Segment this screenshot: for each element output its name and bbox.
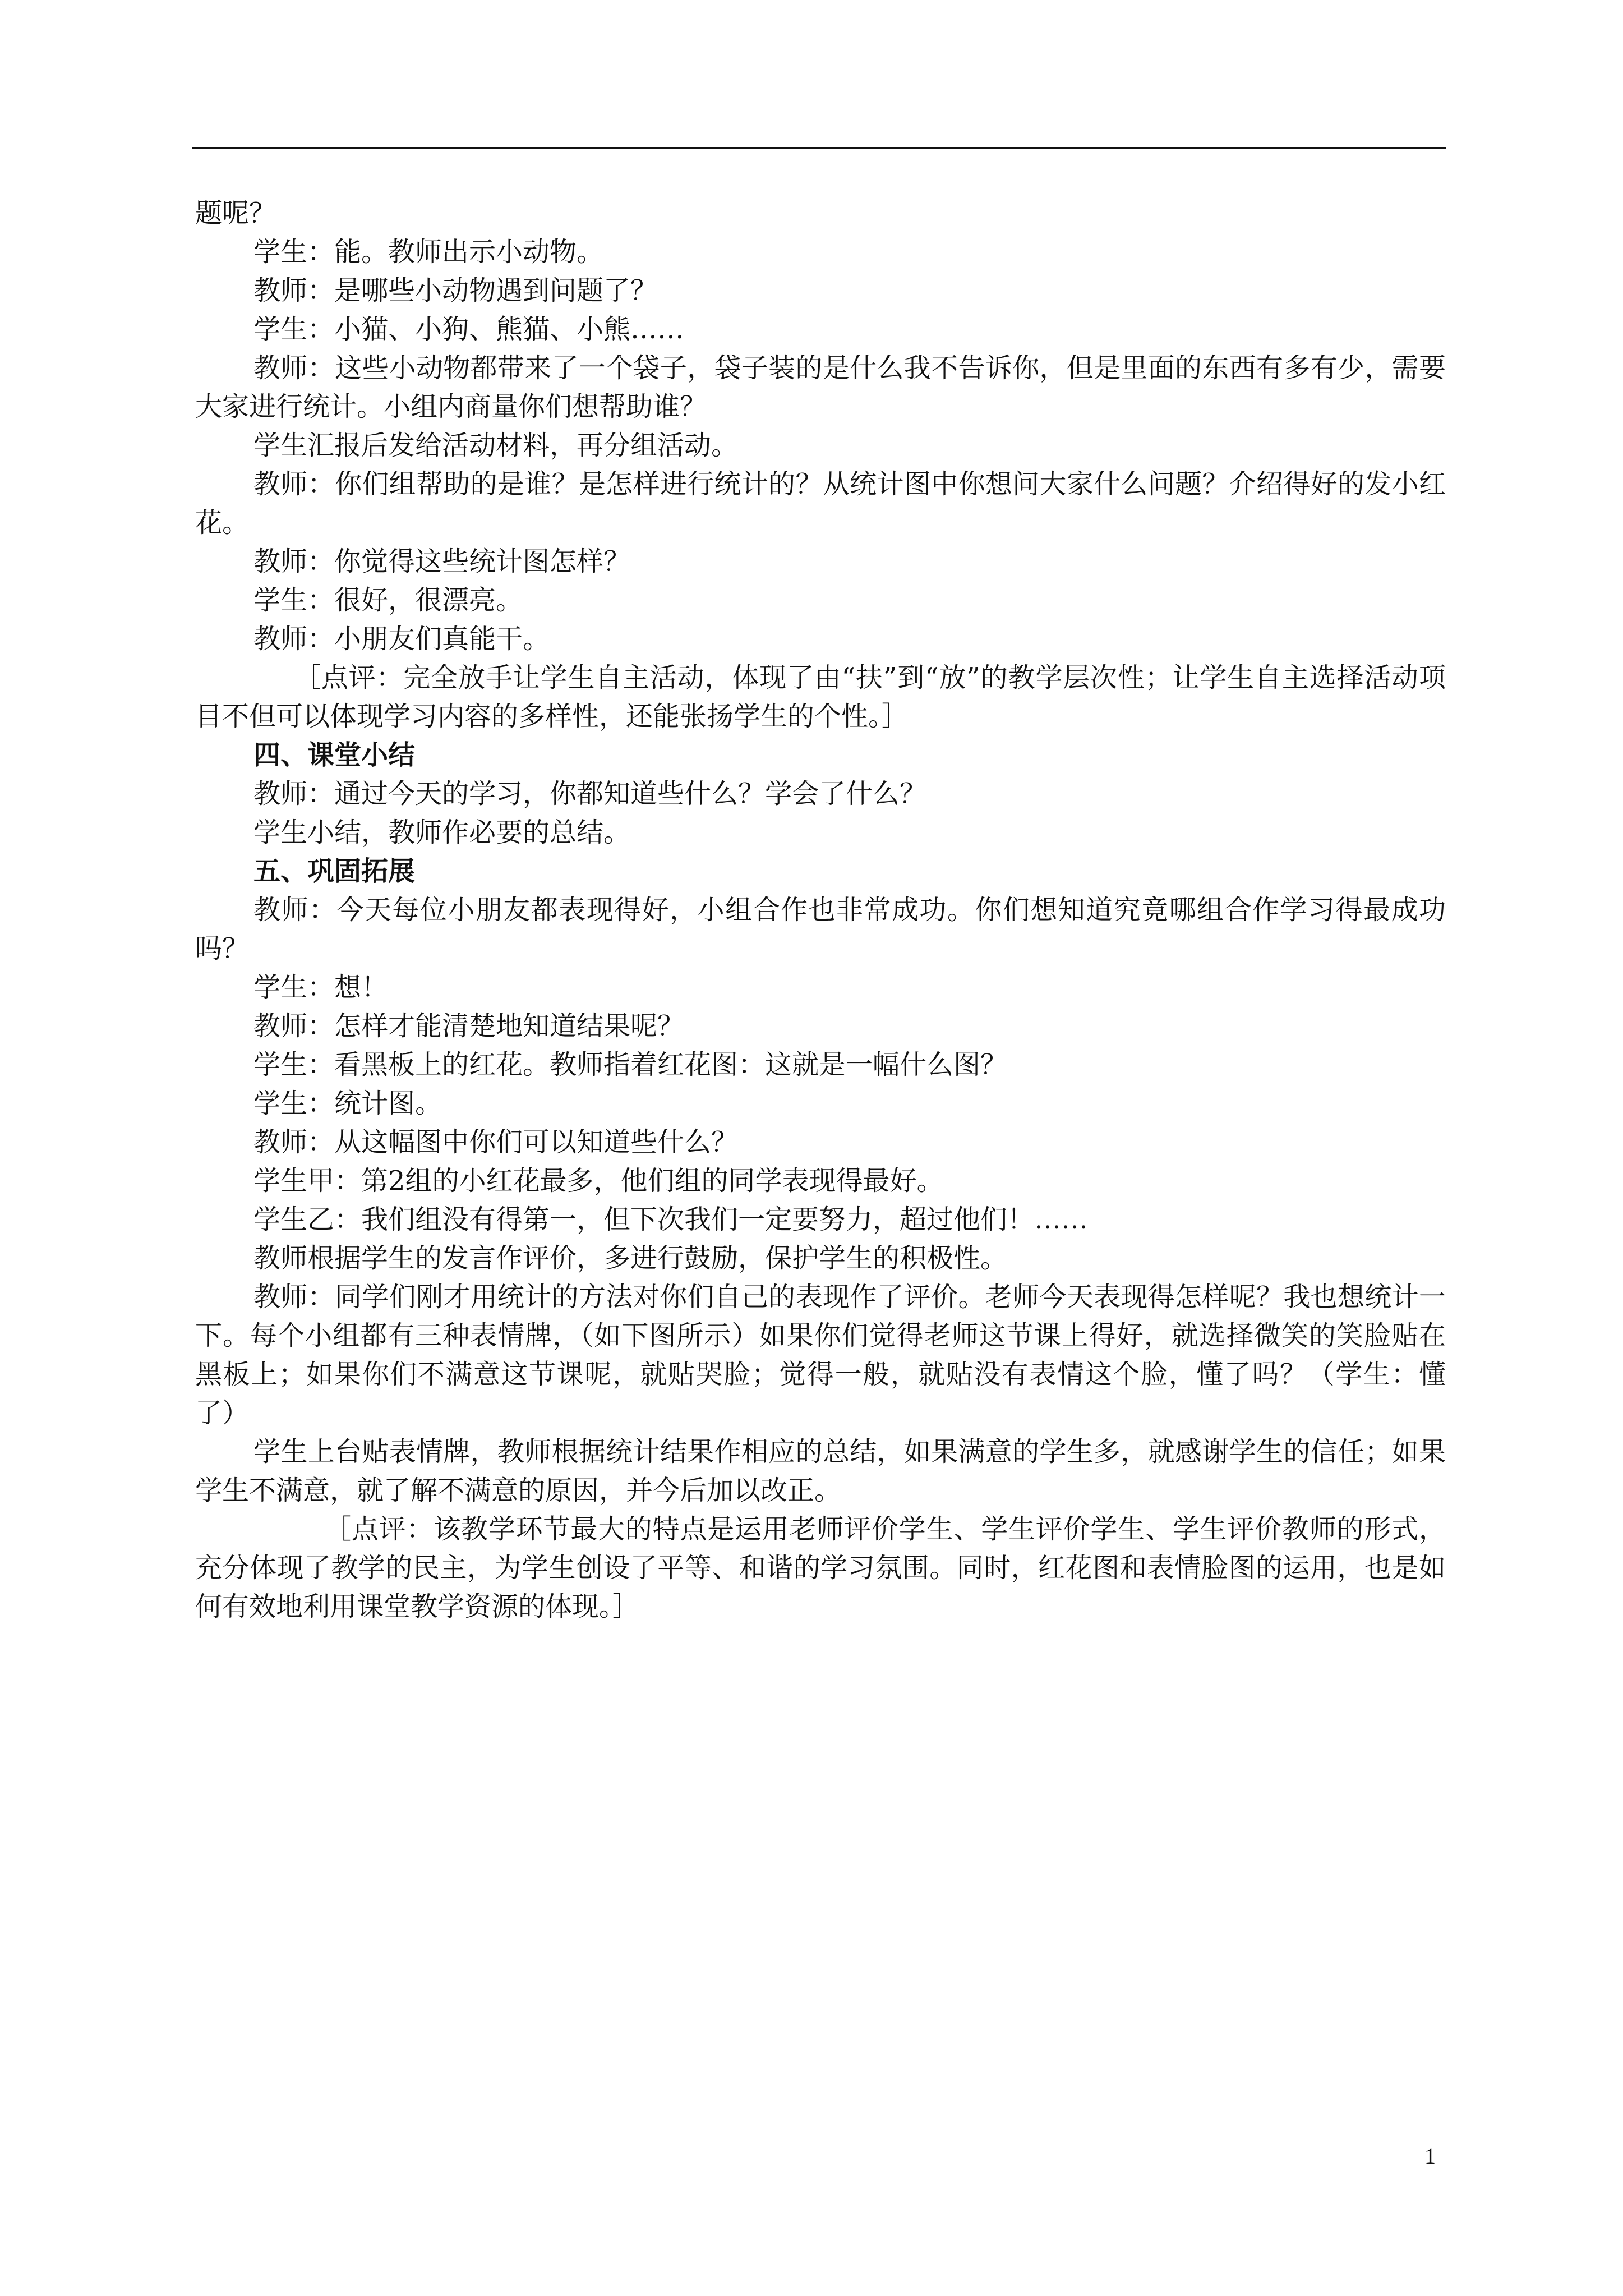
paragraph: 学生：统计图。 <box>253 1088 442 1119</box>
paragraph: 学生：小猫、小狗、熊猫、小熊…… <box>253 314 685 345</box>
section-heading: 四、课堂小结 <box>253 739 416 771</box>
paragraph: 学生：很好，很漂亮。 <box>253 585 523 616</box>
comment-paragraph: ［点评：完全放手让学生自主活动，体现了由“扶”到“放”的教学层次性；让学生自主选择活动项目不但可以体现学习内容的多样性，还能张扬学生的个性。］ <box>195 662 1446 732</box>
paragraph: 教师：怎样才能清楚地知道结果呢？ <box>253 1010 685 1042</box>
paragraph: 学生乙：我们组没有得第一，但下次我们一定要努力，超过他们！…… <box>253 1204 1089 1235</box>
paragraph: 教师：从这幅图中你们可以知道些什么？ <box>253 1126 739 1158</box>
paragraph: 学生上台贴表情牌，教师根据统计结果作相应的总结，如果满意的学生多，就感谢学生的信任；如果学生不满意，就了解不满意的原因，并今后加以改正。 <box>195 1436 1446 1506</box>
paragraph: 教师：通过今天的学习，你都知道些什么？学会了什么？ <box>253 778 927 809</box>
header-rule <box>192 147 1446 149</box>
paragraph: 教师：同学们刚才用统计的方法对你们自己的表现作了评价。老师今天表现得怎样呢？我也想统计一下。每个小组都有三种表情牌，（如下图所示）如果你们觉得老师这节课上得好，就选择微笑的笑脸贴在黑板上；如果你们不满意这节课呢，就贴哭脸；觉得一般，就贴没有表情这个脸，懂了吗？（学生：懂了） <box>195 1281 1446 1429</box>
paragraph: 教师：是哪些小动物遇到问题了？ <box>253 275 658 306</box>
paragraph: 教师：这些小动物都带来了一个袋子，袋子装的是什么我不告诉你，但是里面的东西有多有少，需要大家进行统计。小组内商量你们想帮助谁？ <box>195 352 1446 422</box>
document-body <box>195 194 1446 1626</box>
paragraph: 学生甲：第2组的小红花最多，他们组的同学表现得最好。 <box>253 1165 944 1197</box>
page-number: 1 <box>1424 2143 1436 2169</box>
paragraph: 学生小结，教师作必要的总结。 <box>253 817 631 848</box>
paragraph: 教师：你觉得这些统计图怎样？ <box>253 546 631 577</box>
paragraph: 教师：小朋友们真能干。 <box>253 623 550 655</box>
paragraph: 学生：想！ <box>253 972 389 1003</box>
paragraph: 学生：看黑板上的红花。教师指着红花图：这就是一幅什么图？ <box>253 1049 1008 1080</box>
paragraph: 学生汇报后发给活动材料，再分组活动。 <box>253 430 739 461</box>
section-heading: 五、巩固拓展 <box>253 855 416 887</box>
paragraph: 教师根据学生的发言作评价，多进行鼓励，保护学生的积极性。 <box>253 1243 1008 1274</box>
paragraph: 题呢？ <box>195 197 276 229</box>
paragraph: 教师：今天每位小朋友都表现得好，小组合作也非常成功。你们想知道究竟哪组合作学习得最成功吗？ <box>195 894 1446 964</box>
paragraph: 教师：你们组帮助的是谁？是怎样进行统计的？从统计图中你想问大家什么问题？介绍得好的发小红花。 <box>195 468 1446 539</box>
paragraph: 学生：能。教师出示小动物。 <box>253 236 604 268</box>
comment-paragraph: ［点评：该教学环节最大的特点是运用老师评价学生、学生评价学生、学生评价教师的形式，充分体现了教学的民主，为学生创设了平等、和谐的学习氛围。同时，红花图和表情脸图的运用，也是如何有效地利用课堂教学资源的体现。］ <box>195 1513 1446 1622</box>
